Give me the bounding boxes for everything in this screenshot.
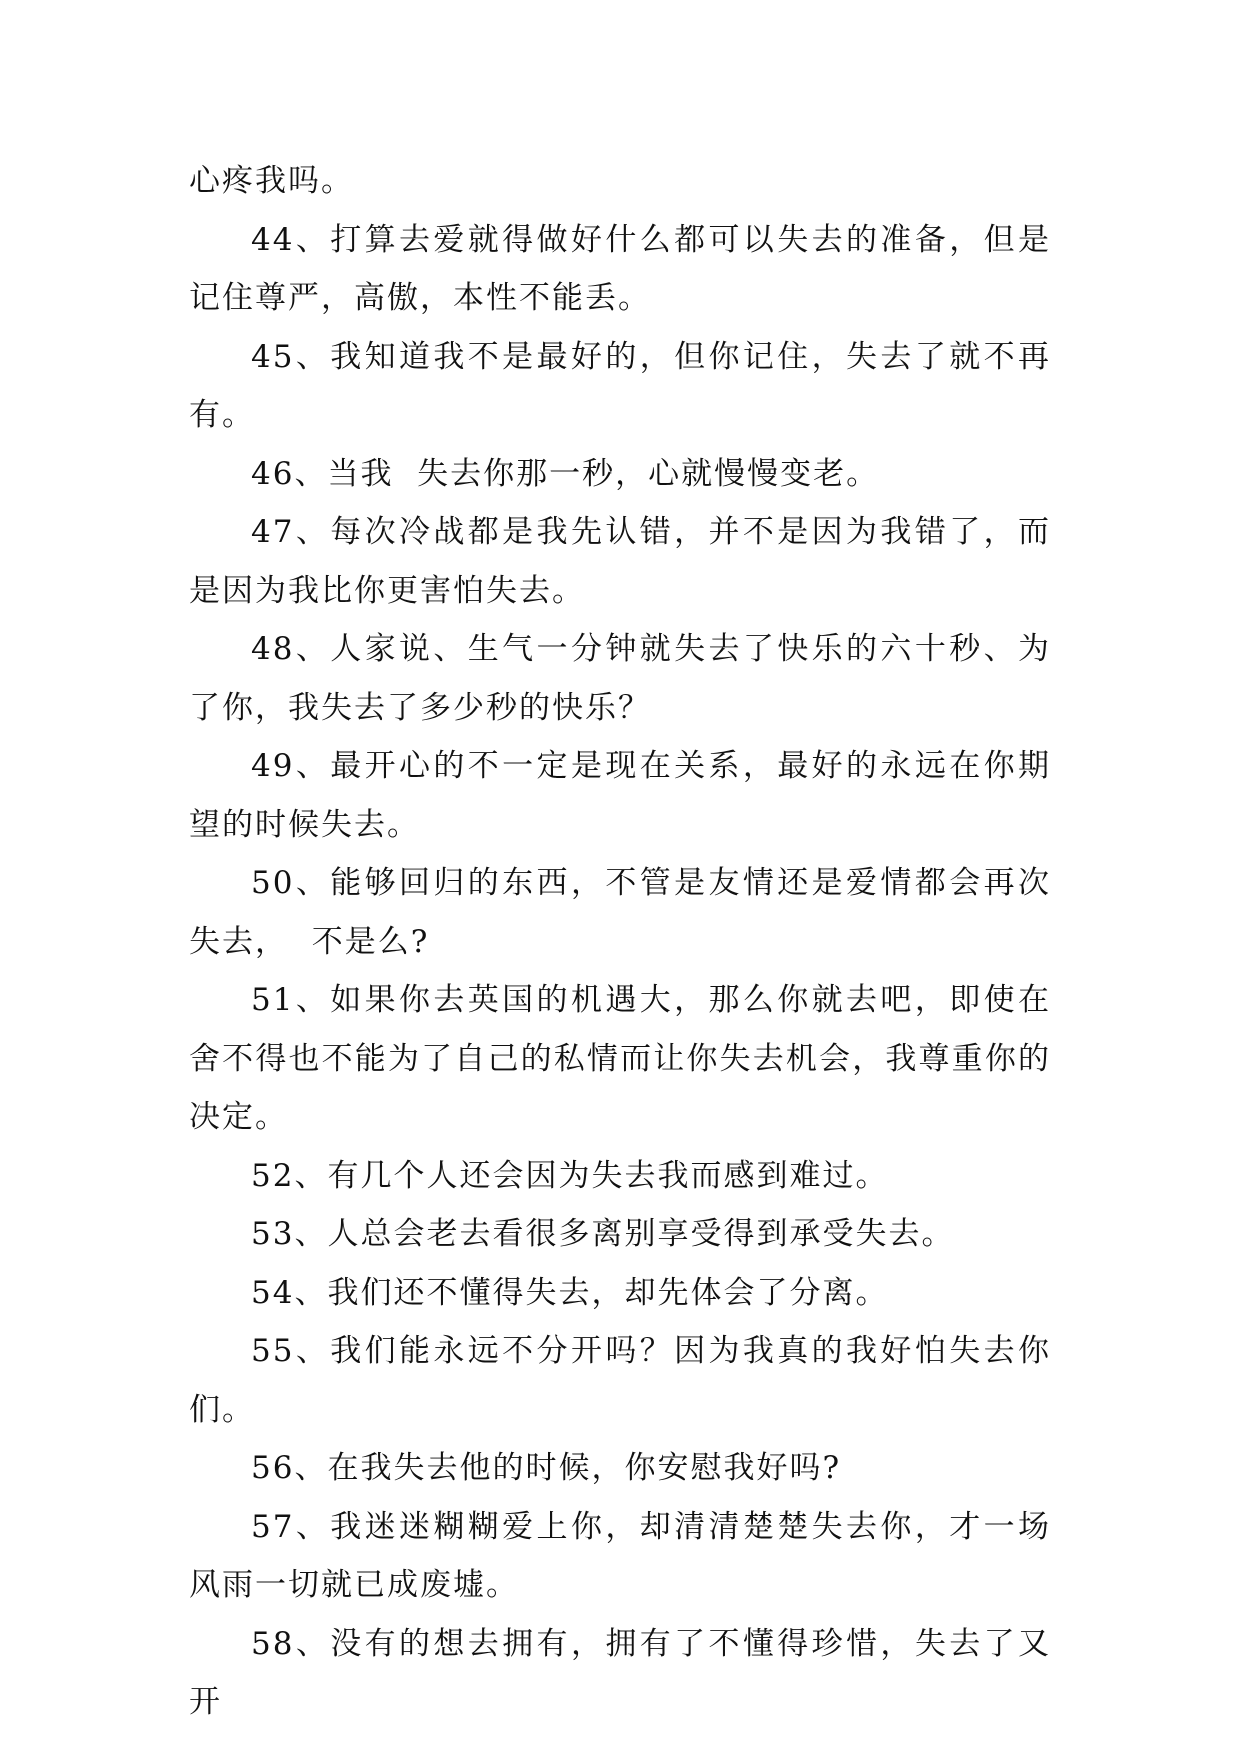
paragraph: 44、打算去爱就得做好什么都可以失去的准备，但是记住尊严，高傲，本性不能丢。	[189, 221, 1051, 316]
paragraph: 57、我迷迷糊糊爱上你，却清清楚楚失去你，才一场风雨一切就已成废墟。	[189, 1508, 1051, 1603]
paragraph: 53、人总会老去看很多离别享受得到承受失去。	[251, 1216, 955, 1252]
paragraph: 心疼我吗。	[189, 163, 354, 199]
document-body	[189, 152, 1051, 1732]
paragraph: 50、能够回归的东西，不管是友情还是爱情都会再次失去， 不是么?	[189, 865, 1051, 960]
paragraph: 56、在我失去他的时候，你安慰我好吗?	[251, 1450, 842, 1486]
paragraph: 49、最开心的不一定是现在关系，最好的永远在你期望的时候失去。	[189, 748, 1051, 843]
paragraph: 55、我们能永远不分开吗？因为我真的我好怕失去你们。	[189, 1333, 1051, 1428]
paragraph: 47、每次冷战都是我先认错，并不是因为我错了，而是因为我比你更害怕失去。	[189, 514, 1051, 609]
paragraph: 58、没有的想去拥有，拥有了不懂得珍惜，失去了又开	[189, 1625, 1051, 1720]
paragraph: 52、有几个人还会因为失去我而感到难过。	[251, 1157, 889, 1194]
paragraph: 48、人家说、生气一分钟就失去了快乐的六十秒、为了你，我失去了多少秒的快乐？	[189, 631, 1051, 726]
paragraph: 45、我知道我不是最好的，但你记住，失去了就不再有。	[189, 338, 1051, 433]
paragraph: 46、当我 失去你那一秒，心就慢慢变老。	[251, 455, 880, 492]
paragraph: 54、我们还不懂得失去，却先体会了分离。	[251, 1274, 889, 1311]
paragraph: 51、如果你去英国的机遇大，那么你就去吧，即使在舍不得也不能为了自己的私情而让你失去机会，我尊重你的决定。	[189, 982, 1051, 1135]
